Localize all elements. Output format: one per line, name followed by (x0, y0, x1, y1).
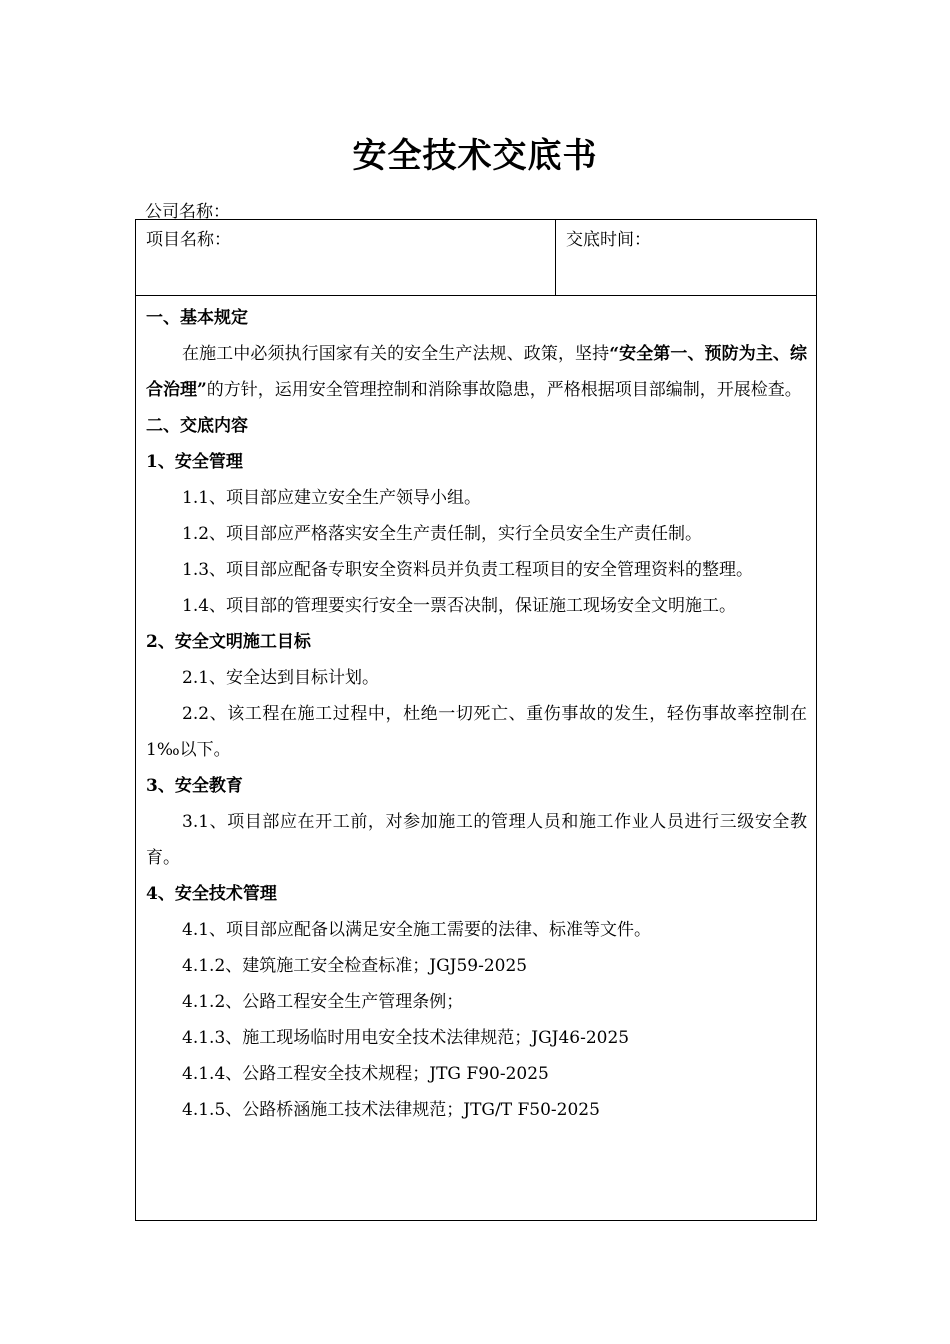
disclosure-time-cell (556, 220, 817, 296)
list-item: 4.1.5、公路桥涵施工技术法律规范；JTG/T F50-2025 (182, 1100, 600, 1120)
list-item: 2.2、该工程在施工过程中，杜绝一切死亡、重伤事故的发生，轻伤事故率控制在1‰以下。 (146, 704, 807, 760)
basic-rules-text-a: 在施工中必须执行国家有关的安全生产法规、政策，坚持 (182, 344, 610, 364)
disclosure-content-cell (136, 296, 817, 1221)
list-item: 4.1.4、公路工程安全技术规程；JTG F90-2025 (182, 1064, 549, 1084)
list-item: 3.1、项目部应在开工前，对参加施工的管理人员和施工作业人员进行三级安全教育。 (146, 812, 807, 868)
disclosure-form-table (135, 219, 817, 1221)
project-name-cell (136, 220, 556, 296)
list-item: 2.1、安全达到目标计划。 (182, 668, 380, 688)
subheading-safety-tech-management: 4、安全技术管理 (146, 884, 277, 904)
list-item: 1.2、项目部应严格落实安全生产责任制，实行全员安全生产责任制。 (182, 524, 703, 544)
list-item: 1.4、项目部的管理要实行安全一票否决制，保证施工现场安全文明施工。 (182, 596, 737, 616)
basic-rules-paragraph (146, 336, 807, 408)
disclosure-time-label: 交底时间： (566, 230, 651, 250)
list-item: 4.1.2、公路工程安全生产管理条例； (182, 992, 464, 1012)
subheading-safety-management: 1、安全管理 (146, 452, 243, 472)
list-item: 4.1、项目部应配备以满足安全施工需要的法律、标准等文件。 (182, 920, 652, 940)
list-item: 4.1.3、施工现场临时用电安全技术法律规范；JGJ46-2025 (182, 1028, 630, 1048)
disclosure-content (136, 296, 816, 1128)
section-heading-content: 二、交底内容 (146, 416, 248, 436)
basic-rules-text-c: 的方针，运用安全管理控制和消除事故隐患，严格根据项目部编制，开展检查。 (206, 380, 802, 400)
safety-policy-slogan: “安全第一、预防为主、综合治理” (146, 344, 807, 400)
list-item: 4.1.2、建筑施工安全检查标准；JGJ59-2025 (182, 956, 528, 976)
list-item: 1.1、项目部应建立安全生产领导小组。 (182, 488, 482, 508)
section-heading-basic-rules: 一、基本规定 (146, 308, 248, 328)
subheading-safety-education: 3、安全教育 (146, 776, 243, 796)
project-name-label: 项目名称： (146, 230, 231, 250)
list-item: 1.3、项目部应配备专职安全资料员并负责工程项目的安全管理资料的整理。 (182, 560, 754, 580)
subheading-civilized-construction-goal: 2、安全文明施工目标 (146, 632, 311, 652)
document-title: 安全技术交底书 (352, 136, 598, 176)
company-name-label: 公司名称： (145, 202, 230, 222)
